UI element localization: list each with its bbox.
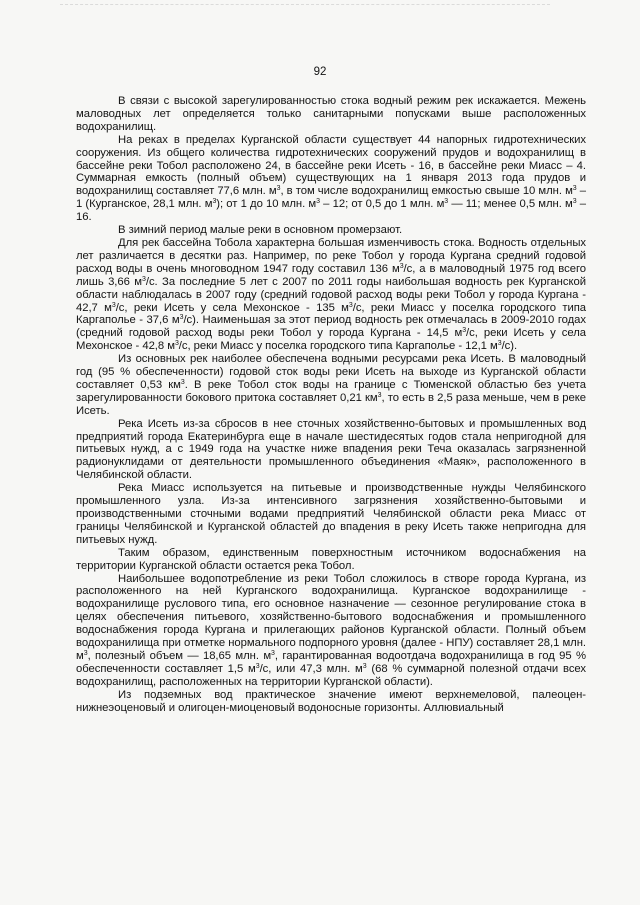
paragraph-groundwater: Из подземных вод практическое значение имеют верхнемеловой, палеоцен-нижнеэоценовый и олигоцен-миоценовый водоносные горизонты. Аллювиальный xyxy=(76,688,586,714)
paragraph-tobol-source: Таким образом, единственным поверхностным источником водоснабжения на территории Курганской области остается река Тобол. xyxy=(76,546,586,572)
paragraph-kurgan-reservoir: Наибольшее водопотребление из реки Тобол сложилось в створе города Кургана, из расположенного на ней Курганского водохранилища. Курганское водохранилище - водохранилище руслового типа, его основное назначение — сезонное регулирование стока в целях обеспечения питьевого, хозяйственно-бытового водоснабжения и промышленного водоснабжения города Кургана и прилегающих районов Курганской области. Полный объем водохранилища при отметке нормального подпорного уровня (далее - НПУ) составляет 28,1 млн. $м^3$, полезный объем — 18,65 млн. $м^3$, гарантированная водоотдача водохранилища в год 95 % обеспеченности составляет 1,5 $м^3/с$, или 47,3 млн. $м^3$ (68 % суммарной полезной отдачи всех водохранилищ, расположенных на территории Курганской области). xyxy=(76,572,587,688)
paragraph-miass-usage: Река Миасс используется на питьевые и производственные нужды Челябинского промышленного узла. Из-за интенсивного загрязнения хозяйственно-бытовыми и производственными сточными водами предприятий Челябинской области река Миасс от границы Челябинской и Курганской областей до впадения в реку Исеть также непригодна для питьевых нужд. xyxy=(76,482,586,546)
paragraph-iset-resources: Из основных рек наиболее обеспечена водными ресурсами река Исеть. В маловодный год (95 % обеспеченности) годовой сток воды реки Исеть на выходе из Курганской области составляет 0,53 $км^3$. В реке Тобол сток воды на границе с Тюменской областью без учета зарегулированности бокового притока составляет 0,21 $км^3$, то есть в 2,5 раза меньше, чем в реке Исеть. xyxy=(76,353,586,417)
paragraph-hydraulic-structures: На реках в пределах Курганской области существует 44 напорных гидротехнических сооружения. Из общего количества гидротехнических сооружений прудов и водохранилищ в бассейне реки Тобол расположено 24, в бассейне реки Исеть - 16, в бассейне реки Миасс – 4. Суммарная емкость (полный объем) существующих на 1 января 2013 года прудов и водохранилищ составляет 77,6 млн. $м^3$, в том числе водохранилищ емкостью свыше 10 млн. $м^3 - 1$ (Курганское, 28,1 млн. $м^3$); от 1 до 10 млн. $м^3 - 12$; от 0,5 до 1 млн. $м^3$ — 11; менее 0,5 млн. $м^3 - 16$. xyxy=(76,133,586,224)
paragraph-iset-pollution: Река Исеть из-за сбросов в нее сточных хозяйственно-бытовых и промышленных вод предприятий города Екатеринбурга еще в начале шестидесятых годов стала непригодной для питьевых нужд, а с 1949 года на участке ниже впадения реки Теча оказалась загрязненной радионуклидами от деятельности промышленного объединения «Маяк», расположенного в Челябинской области. xyxy=(76,417,586,482)
paragraph-flow-variability: Для рек бассейна Тобола характерна большая изменчивость стока. Водность отдельных лет различается в десятки раз. Например, по реке Тобол у города Кургана средний годовой расход воды в очень многоводном 1947 году составил 136 $м^3/с$, а в маловодный 1975 год всего лишь 3,66 $м^3/с$. За последние 5 лет с 2007 по 2011 годы наибольшая водность рек Курганской области наблюдалась в 2007 году (средний годовой расход воды реки Тобол у города Кургана - 42,7 $м^3/с$, реки Исеть у села Мехонское - 135 $м^3/с$, реки Миасс у поселка городского типа Каргаполье - 37,6 $м^3/с$). Наименьшая за этот период водность рек отмечалась в 2009-2010 годах (средний годовой расход воды реки Тобол у города Кургана - 14,5 $м^3/с$, реки Исеть у села Мехонское - 42,8 $м^3/с$, реки Миасс у поселка городского типа Каргаполье - 12,1 $м^3/с$). xyxy=(76,236,587,353)
paragraph-winter-freezing: В зимний период малые реки в основном промерзают. xyxy=(118,224,403,237)
page-number: 92 xyxy=(313,66,327,78)
paragraph-regulation: В связи с высокой зарегулированностью стока водный режим рек искажается. Межень маловодных лет определяется только санитарными попусками выше расположенных водохранилищ. xyxy=(76,95,586,133)
scan-artifact-line xyxy=(60,4,550,6)
document-body xyxy=(76,95,586,715)
